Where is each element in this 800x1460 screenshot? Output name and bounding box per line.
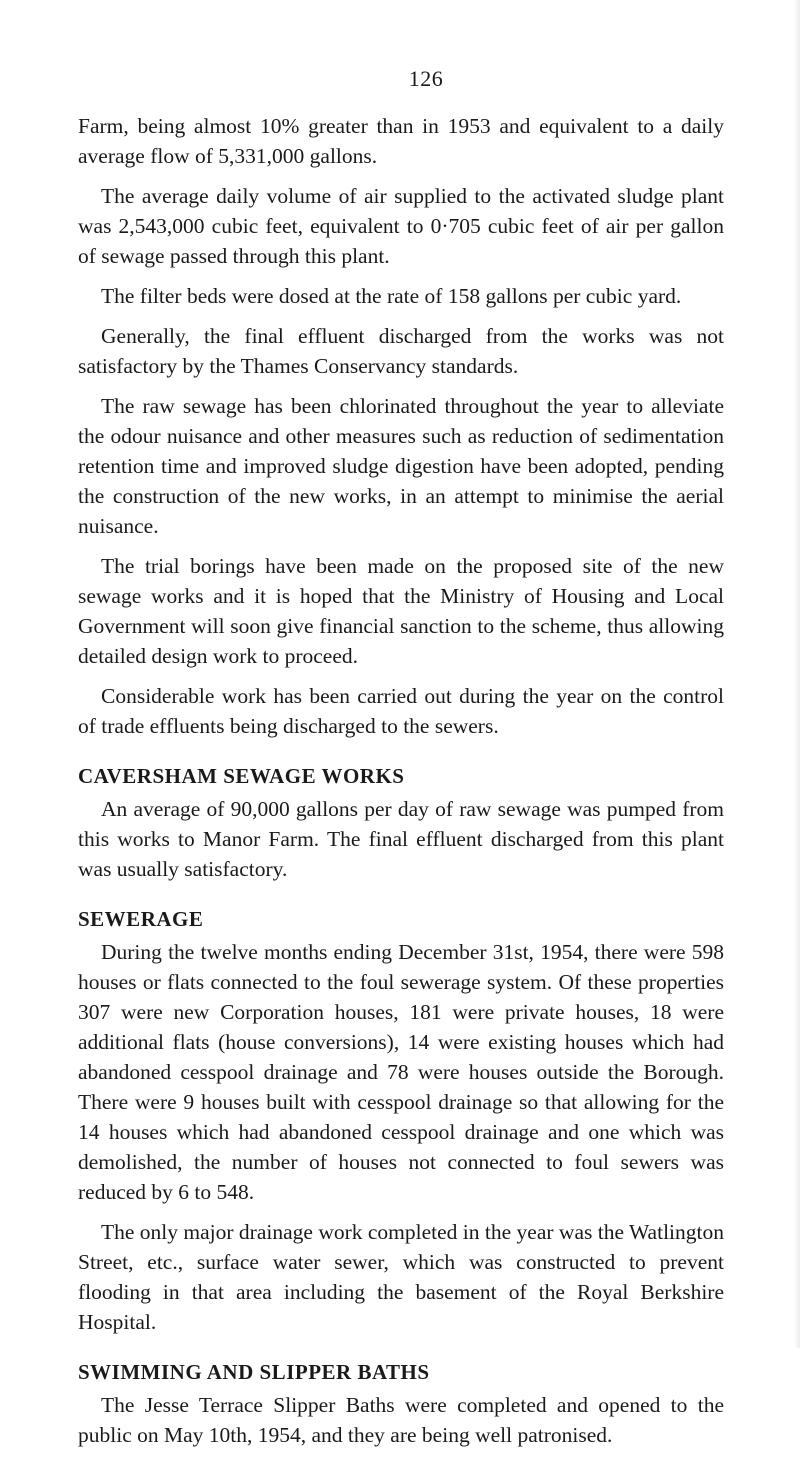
paragraph-air-supply: The average daily volume of air supplied to the activated sludge plant was 2,543,000 cubic feet, equivalent to 0·705 cubic feet of air per gallon of sewage passed through this plant. bbox=[78, 184, 724, 268]
paragraph-drainage-work: The only major drainage work completed in the year was the Watlington Street, etc., surface water sewer, which was constructed to prevent flooding in that area including the basement of the Royal Berkshire Hospital. bbox=[78, 1220, 724, 1334]
paragraph-final-effluent: Generally, the final effluent discharged from the works was not satisfactory by the Thames Conservancy standards. bbox=[78, 324, 724, 378]
paragraph-trial-borings: The trial borings have been made on the proposed site of the new sewage works and it is hoped that the Ministry of Housing and Local Government will soon give financial sanction to the scheme, thus allowing detailed design work to proceed. bbox=[78, 554, 724, 668]
paragraph-trade-effluents: Considerable work has been carried out during the year on the control of trade effluents being discharged to the sewers. bbox=[78, 684, 724, 738]
heading-caversham-sewage-works: CAVERSHAM SEWAGE WORKS bbox=[78, 764, 405, 788]
paragraph-caversham: An average of 90,000 gallons per day of raw sewage was pumped from this works to Manor Farm. The final effluent discharged from this plant was usually satisfactory. bbox=[78, 797, 724, 881]
paragraph-filter-beds: The filter beds were dosed at the rate of 158 gallons per cubic yard. bbox=[101, 284, 682, 308]
heading-sewerage: SEWERAGE bbox=[78, 907, 204, 931]
paragraph-chlorination: The raw sewage has been chlorinated throughout the year to alleviate the odour nuisance and other measures such as reduction of sedimentation retention time and improved sludge digestion have been adopted, pending the construction of the new works, in an attempt to minimise the aerial nuisance. bbox=[78, 394, 724, 538]
paragraph-farm-flow: Farm, being almost 10% greater than in 1953 and equivalent to a daily average flow of 5,331,000 gallons. bbox=[78, 114, 724, 168]
paragraph-sewerage-connections: During the twelve months ending December 31st, 1954, there were 598 houses or flats connected to the foul sewerage system. Of these properties 307 were new Corporation houses, 181 were private houses, 18 were additional flats (house conversions), 14 were existing houses which had abandoned cesspool drainage and 78 were houses outside the Borough. There were 9 houses built with cesspool drainage so that allowing for the 14 houses which had abandoned cesspool drainage and one which was demolished, the number of houses not connected to foul sewers was reduced by 6 to 548. bbox=[78, 940, 724, 1204]
heading-swimming-slipper-baths: SWIMMING AND SLIPPER BATHS bbox=[78, 1360, 430, 1384]
paragraph-slipper-baths: The Jesse Terrace Slipper Baths were completed and opened to the public on May 10th, 1954, and they are being well patronised. bbox=[78, 1393, 724, 1447]
page-number: 126 bbox=[408, 66, 444, 91]
page-edge-shadow bbox=[794, 0, 800, 1348]
page-body bbox=[78, 111, 724, 1460]
